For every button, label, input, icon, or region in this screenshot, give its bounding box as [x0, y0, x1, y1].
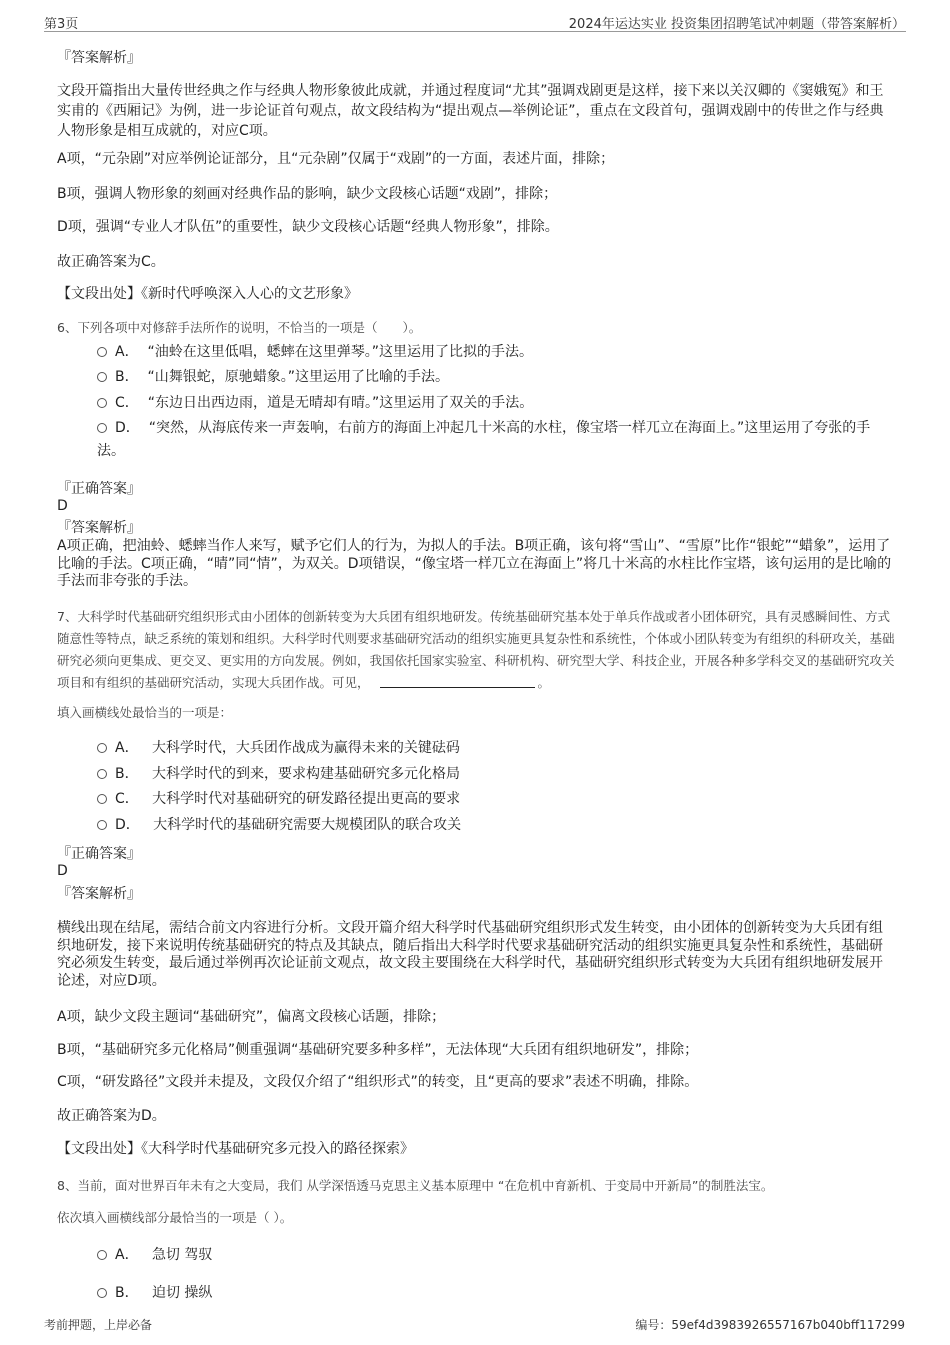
q6-answer-label: 『正确答案』	[57, 481, 141, 497]
option-letter: C．	[115, 791, 139, 807]
q6-analysis-label: 『答案解析』	[57, 520, 141, 536]
option-text: “东边日出西边雨，道是无晴却有晴。”这里运用了双关的手法。	[147, 395, 534, 411]
radio-icon[interactable]	[97, 423, 107, 433]
q6-analysis: A项正确，把油蛉、蟋蟀当作人来写，赋予它们人的行为，为拟人的手法。B项正确，该句将“雪山”、“雪原”比作“银蛇”“蜡象”，运用了比喻的手法。C项正确，“晴”同“情”，为双关。D项错误，“像宝塔一样兀立在海面上”将几十米高的水柱比作宝塔，该句运用的是比喻的手法而非夸张的手法。	[57, 538, 892, 589]
q7-option-b[interactable]	[97, 762, 897, 786]
radio-icon[interactable]	[97, 743, 107, 753]
q7-stem-end: 。	[537, 675, 551, 690]
q6-option-c[interactable]	[97, 391, 897, 415]
answer-blank	[380, 675, 535, 688]
radio-icon[interactable]	[97, 347, 107, 357]
q7-stem	[57, 606, 897, 694]
radio-icon[interactable]	[97, 398, 107, 408]
footer-slogan: 考前押题，上岸必备	[44, 1318, 153, 1332]
q8-option-b[interactable]	[97, 1281, 897, 1305]
q6-option-d[interactable]	[97, 417, 897, 463]
q5-analysis-label: 『答案解析』	[57, 50, 141, 66]
q5-note-d: D项，强调“专业人才队伍”的重要性，缺少文段核心话题“经典人物形象”，排除。	[57, 219, 559, 235]
radio-icon[interactable]	[97, 769, 107, 779]
q8-stem: 8、当前，面对世界百年未有之大变局，我们 从学深悟透马克思主义基本原理中 “在危机中育新机、于变局中开新局”的制胜法宝。	[57, 1178, 774, 1193]
header-divider	[44, 31, 906, 32]
option-letter: A．	[115, 1247, 139, 1263]
q7-stem-text: 7、大科学时代基础研究组织形式由小团体的创新转变为大兵团有组织地研发。传统基础研究基本处于单兵作战或者小团体研究，具有灵感瞬间性、方式随意性等特点，缺乏系统的策划和组织。大科学时代则要求基础研究活动的组织实施更具复杂性和系统性，个体或小团队转变为有组织的科研攻关，基础研究必须向更集成、更交叉、更实用的方向发展。例如，我国依托国家实验室、科研机构、研究型大学、科技企业，开展各种多学科交叉的基础研究攻关项目和有组织的基础研究活动，实现大兵团作战。可见，	[57, 609, 895, 690]
q7-answer-label: 『正确答案』	[57, 846, 141, 862]
q7-note-b: B项，“基础研究多元化格局”侧重强调“基础研究要多种多样”，无法体现“大兵团有组织地研发”，排除；	[57, 1042, 699, 1058]
q7-source: 【文段出处】《大科学时代基础研究多元投入的路径探索》	[57, 1141, 414, 1157]
q7-answer: D	[57, 863, 68, 879]
radio-icon[interactable]	[97, 1288, 107, 1298]
q7-note-a: A项，缺少文段主题词“基础研究”，偏离文段核心话题，排除；	[57, 1009, 446, 1025]
q5-note-b: B项，强调人物形象的刻画对经典作品的影响，缺少文段核心话题“戏剧”，排除；	[57, 186, 558, 202]
option-letter: B．	[115, 369, 139, 385]
footer-id: 编号：59ef4d3983926557167b040bff117299	[635, 1318, 905, 1332]
q7-conclusion: 故正确答案为D。	[57, 1108, 166, 1124]
q6-option-b[interactable]	[97, 365, 897, 389]
q6-answer: D	[57, 498, 68, 514]
option-text: 迫切 操纵	[151, 1285, 213, 1301]
q5-note-a: A项，“元杂剧”对应举例论证部分，且“元杂剧”仅属于“戏剧”的一方面，表述片面，排除；	[57, 151, 615, 167]
q7-option-a[interactable]	[97, 736, 897, 760]
q7-analysis-label: 『答案解析』	[57, 886, 141, 902]
q6-option-a[interactable]	[97, 340, 897, 364]
q7-prompt: 填入画横线处最恰当的一项是：	[57, 705, 233, 720]
option-text: “山舞银蛇，原驰蜡象。”这里运用了比喻的手法。	[147, 369, 450, 385]
option-text: 大科学时代，大兵团作战成为赢得未来的关键砝码	[151, 740, 460, 756]
q7-option-d[interactable]	[97, 813, 897, 837]
q7-option-c[interactable]	[97, 787, 897, 811]
radio-icon[interactable]	[97, 820, 107, 830]
q8-prompt: 依次填入画横线部分最恰当的一项是（ ）。	[57, 1210, 293, 1225]
document-title: 2024年运达实业 投资集团招聘笔试冲刺题（带答案解析）	[568, 17, 905, 32]
option-text: 大科学时代的到来，要求构建基础研究多元化格局	[151, 766, 460, 782]
radio-icon[interactable]	[97, 794, 107, 804]
option-letter: D．	[115, 420, 140, 436]
q5-source: 【文段出处】《新时代呼唤深入人心的文艺形象》	[57, 286, 358, 302]
q5-analysis: 文段开篇指出大量传世经典之作与经典人物形象彼此成就，并通过程度词“尤其”强调戏剧更是这样，接下来以关汉卿的《窦娥冤》和王实甫的《西厢记》为例，进一步论证首句观点，故文段结构为“提出观点—举例论证”，重点在文段首句，强调戏剧中的传世之作与经典人物形象是相互成就的，对应C项。	[57, 83, 884, 139]
option-text: 急切 驾驭	[151, 1247, 213, 1263]
q8-option-a[interactable]	[97, 1243, 897, 1267]
option-letter: D．	[115, 817, 140, 833]
radio-icon[interactable]	[97, 372, 107, 382]
option-text: 大科学时代对基础研究的研发路径提出更高的要求	[152, 791, 461, 807]
option-text: “突然，从海底传来一声轰响，右前方的海面上冲起几十米高的水柱，像宝塔一样兀立在海面上。”这里运用了夸张的手法。	[97, 420, 871, 459]
option-letter: A．	[115, 344, 139, 360]
q7-analysis: 横线出现在结尾，需结合前文内容进行分析。文段开篇介绍大科学时代基础研究组织形式发生转变，由小团体的创新转变为大兵团有组织地研发，接下来说明传统基础研究的特点及其缺点，随后指出大科学时代要求基础研究活动的组织实施更具复杂性和系统性，基础研究必须发生转变，最后通过举例再次论证前文观点，故文段主要围绕在大科学时代，基础研究组织形式转变为大兵团有组织地研发展开论述，对应D项。	[57, 920, 883, 989]
q7-note-c: C项，“研发路径”文段并未提及，文段仅介绍了“组织形式”的转变，且“更高的要求”表述不明确，排除。	[57, 1074, 699, 1090]
option-letter: B．	[115, 1285, 139, 1301]
option-letter: A．	[115, 740, 139, 756]
option-text: “油蛉在这里低唱，蟋蟀在这里弹琴。”这里运用了比拟的手法。	[147, 344, 533, 360]
option-text: 大科学时代的基础研究需要大规模团队的联合攻关	[153, 817, 462, 833]
option-letter: C．	[115, 395, 139, 411]
q6-stem: 6、下列各项中对修辞手法所作的说明，不恰当的一项是（ ）。	[57, 320, 422, 335]
q5-conclusion: 故正确答案为C。	[57, 254, 165, 270]
option-letter: B．	[115, 766, 139, 782]
page-number: 第3页	[44, 17, 79, 32]
radio-icon[interactable]	[97, 1250, 107, 1260]
